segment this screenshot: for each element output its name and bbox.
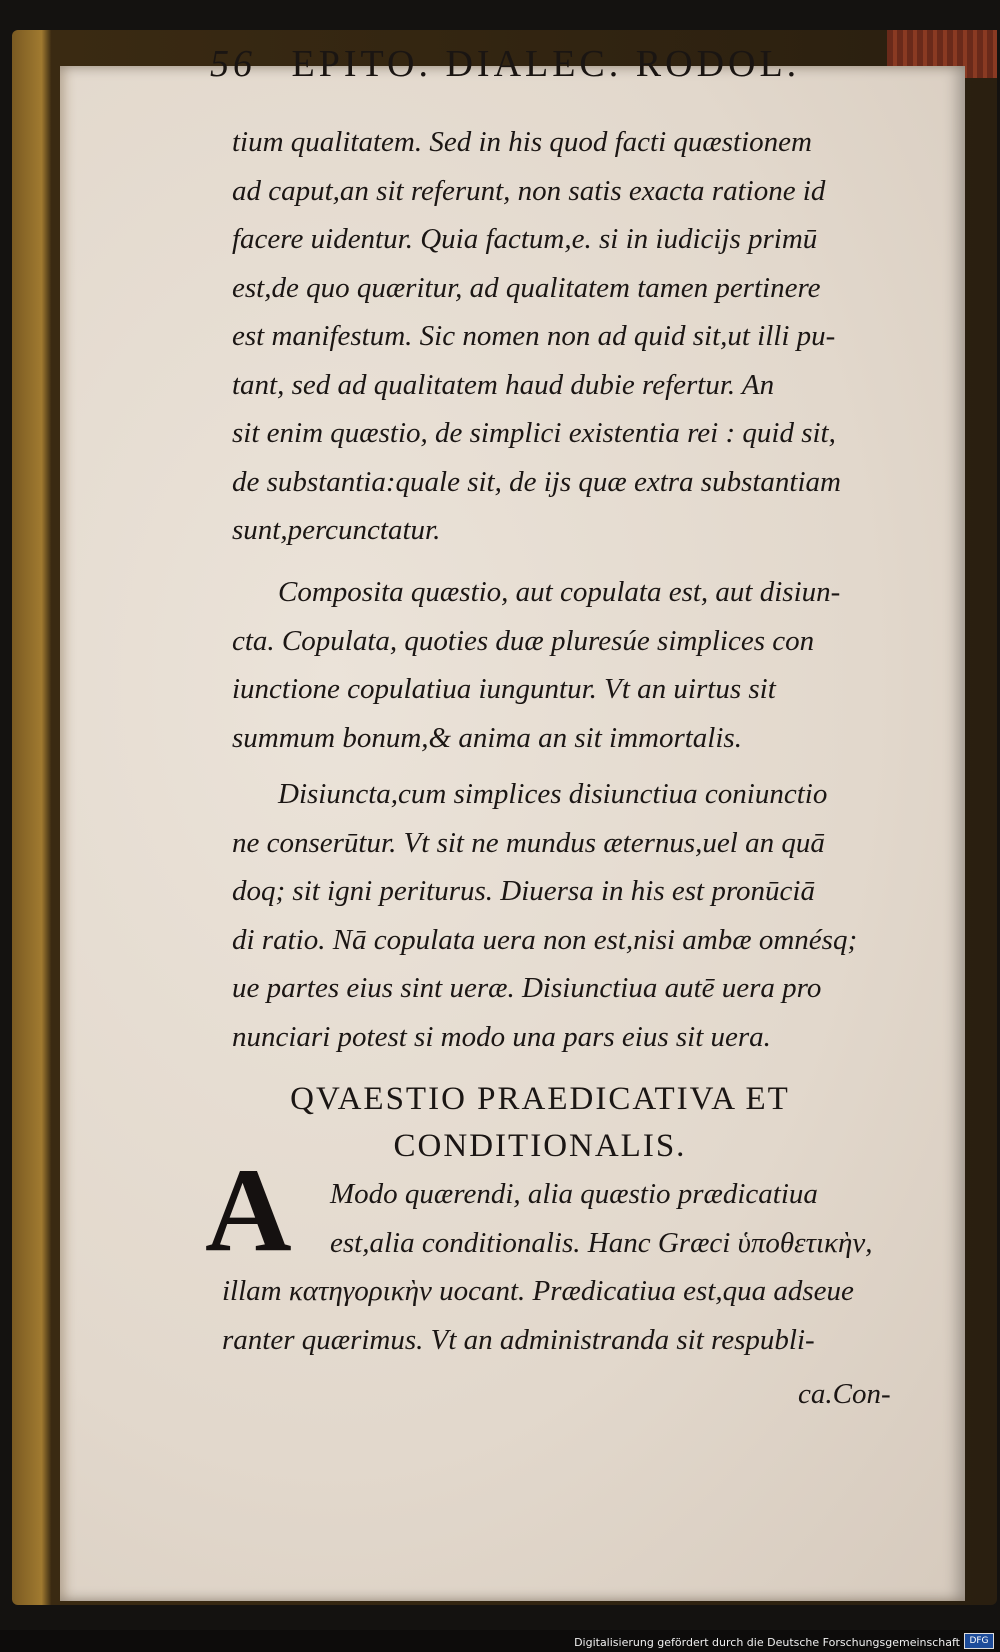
text-line: Disiuncta,cum simplices disiunctiua coniunctio [278, 778, 828, 810]
section-title-line-2: CONDITIONALIS. [393, 1128, 687, 1164]
footer-credit: Digitalisierung gefördert durch die Deutsche Forschungsgemeinschaft [574, 1636, 960, 1649]
text-line: illam κατηγορικὴν uocant. Prædicatiua est,qua adseue [222, 1275, 854, 1307]
text-line: est manifestum. Sic nomen non ad quid sit,ut illi pu- [232, 320, 836, 352]
text-line: cta. Copulata, quoties duæ pluresúe simplices con [232, 624, 815, 657]
text-line: summum bonum,& anima an sit immortalis. [232, 721, 742, 754]
text-block-2 [232, 568, 932, 762]
text-line: Composita quæstio, aut copulata est, aut disiun- [278, 576, 841, 608]
page-number: 56 [210, 43, 256, 85]
text-line: doq; sit igni periturus. Diuersa in his est pronūciā [232, 875, 815, 907]
text-line: Modo quærendi, alia quæstio prædicatiua [330, 1178, 818, 1210]
text-line: est,alia conditionalis. Hanc Græci ὑποθετικὴν, [330, 1226, 873, 1259]
footer-bar [0, 1630, 1000, 1652]
text-line: nunciari potest si modo una pars eius sit uera. [232, 1020, 771, 1053]
running-title: EPITO. DIALEC. RODOL. [291, 43, 801, 85]
text-line: sunt,percunctatur. [232, 514, 441, 546]
text-line: iunctione copulatiua iunguntur. Vt an uirtus sit [232, 673, 776, 705]
text-line: tium qualitatem. Sed in his quod facti quæstionem [232, 126, 812, 158]
text-line: ue partes eius sint ueræ. Disiunctiua autē uera pro [232, 972, 822, 1004]
section-title-line-1: QVAESTIO PRAEDICATIVA ET [290, 1081, 790, 1117]
text-block-4-upper [330, 1170, 930, 1267]
text-line: facere uidentur. Quia factum,e. si in iudicijs primū [232, 223, 818, 255]
text-line: ne conserūtur. Vt sit ne mundus æternus,uel an quā [232, 826, 825, 859]
text-line: sit enim quæstio, de simplici existentia rei : quid sit, [232, 417, 836, 449]
text-line: de substantia:quale sit, de ijs quæ extra substantiam [232, 465, 841, 498]
dfg-logo: DFG [964, 1633, 994, 1649]
text-line: di ratio. Nā copulata uera non est,nisi ambæ omnésq; [232, 923, 858, 956]
running-header [210, 42, 850, 86]
text-line: ranter quærimus. Vt an administranda sit respubli- [222, 1323, 815, 1356]
text-line: ad caput,an sit referunt, non satis exacta ratione id [232, 174, 826, 207]
text-block-3 [232, 770, 932, 1061]
text-line: est,de quo quæritur, ad qualitatem tamen pertinere [232, 271, 821, 304]
drop-cap-initial: A [205, 1143, 292, 1276]
text-line: tant, sed ad qualitatem haud dubie refertur. An [232, 368, 775, 401]
text-block-4-lower [222, 1267, 922, 1364]
text-block-1 [232, 118, 932, 555]
catchword: ca.Con- [798, 1378, 891, 1410]
